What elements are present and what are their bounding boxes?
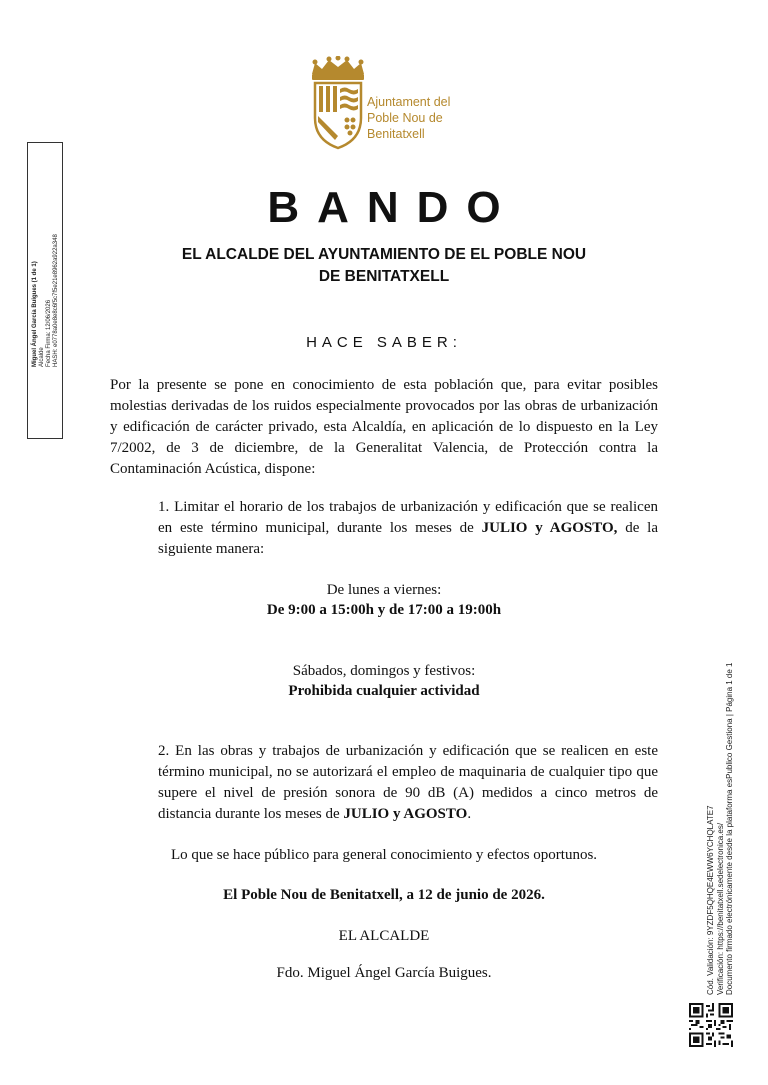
subtitle-line-2: DE BENITATXELL [318,268,450,285]
subtitle-line-1: EL ALCALDE DEL AYUNTAMIENTO DE EL POBLE NOU [181,246,587,263]
logo-line-3: Benitatxell [367,127,425,141]
signature-role: Alcalde [39,347,45,367]
validation-url[interactable]: Verificación: https://benitatxell.sedelectronica.es/ [715,822,725,995]
hace-saber-heading: HACE SABER: [306,334,462,351]
validation-platform: Documento firmado electrónicamente desde la plataforma esPublico Gestiona | Página 1 de 1 [725,662,734,995]
weekday-label: De lunes a viernes: [326,582,442,598]
point-two-paragraph [158,741,658,825]
point-one-months: JULIO y AGOSTO, [481,520,618,536]
logo-wordmark [367,94,450,142]
point-two-text: 2. En las obras y trabajos de urbanización y edificación que se realicen en este término municipal, no se autorizará el empleo de maquinaria de cualquier tipo que supere el nivel de presión sonora de 90 dB (A) medidos a cinco metros de distancia durante los meses de [158,743,658,822]
point-two-months: JULIO y AGOSTO [343,806,468,822]
qr-code-icon [689,1003,733,1047]
weekend-rule: Prohibida cualquier actividad [288,683,480,699]
point-one-paragraph [158,497,658,560]
point-one-text-end: de la siguiente manera: [158,520,658,557]
document-title: BANDO [267,183,519,232]
signed-by: Fdo. Miguel Ángel García Buigues. [276,965,492,981]
weekend-label: Sábados, domingos y festivos: [292,663,476,679]
weekday-hours: De 9:00 a 15:00h y de 17:00 a 19:00h [266,602,502,618]
validation-strip [702,660,742,1000]
signature-signer: Miguel Ángel García Buigues (1 de 1) [32,261,38,367]
signature-date: Fecha Firma: 12/06/2026 [46,299,52,367]
logo-line-2: Poble Nou de [367,111,443,125]
place-and-date: El Poble Nou de Benitatxell, a 12 de junio de 2026. [223,887,545,903]
validation-code: Cód. Validación: 9YZDF5QHQE4EWW6YCHQLATE7 [706,805,715,995]
signature-hash: HASH: e0778a0e8e8c6f5c7f5e21e8962a922a348 [53,234,59,367]
intro-paragraph: Por la presente se pone en conocimiento de esta población que, para evitar posibles molestias derivadas de los ruidos especialmente provocados por las obras de urbanización y edificación de carácter privado, esta Alcaldía, en aplicación de lo dispuesto en la Ley 7/2002, de 3 de diciembre, de la Generalitat Valencia, de Protección contra la Contaminación Acústica, dispone: [110,377,658,477]
signer-title: EL ALCALDE [338,928,430,944]
town-logo [305,56,475,151]
closing-sentence: Lo que se hace público para general conocimiento y efectos oportunos. [170,847,598,863]
point-one-text: 1. Limitar el horario de los trabajos de urbanización y edificación que se realicen en este término municipal, durante los meses de [158,499,658,536]
coat-of-arms-icon [305,56,371,151]
point-two-text-end: . [467,806,472,822]
logo-line-1: Ajuntament del [367,95,451,109]
